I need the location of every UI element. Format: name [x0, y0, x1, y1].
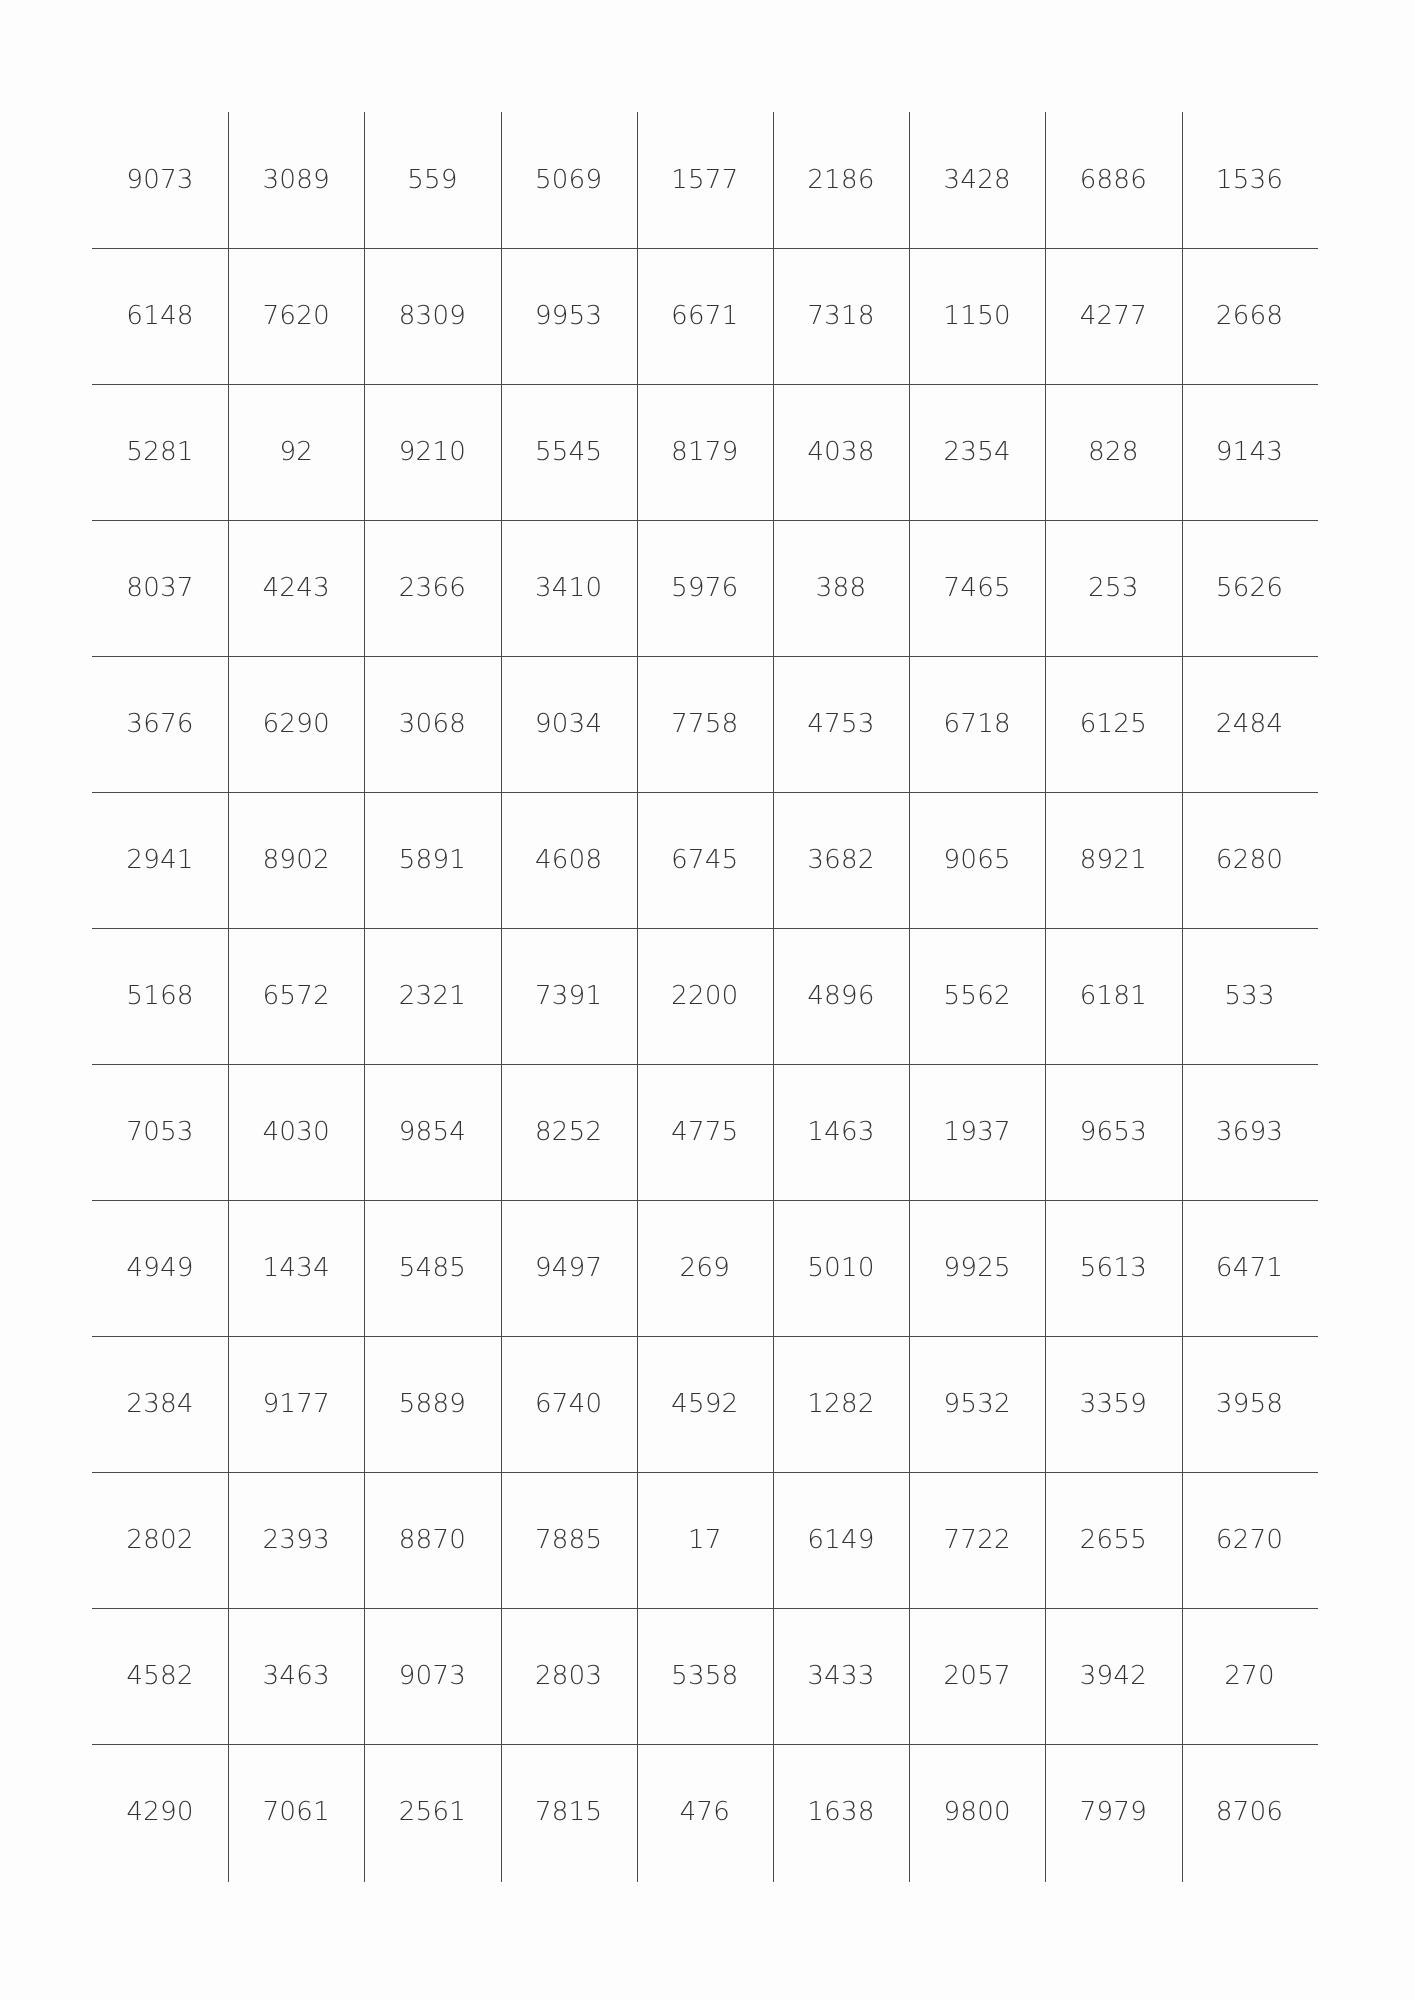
table-cell: 6718 [943, 709, 1011, 739]
table-cell: 5281 [126, 437, 194, 467]
table-cell: 7885 [534, 1525, 603, 1555]
table-cell: 533 [1224, 981, 1275, 1011]
table-cell: 5010 [807, 1253, 875, 1283]
table-cell: 6148 [126, 301, 194, 331]
table-cell: 8252 [534, 1117, 603, 1147]
row-divider [92, 1200, 1318, 1201]
table-cell: 3958 [1215, 1389, 1284, 1419]
table-cell: 4775 [671, 1117, 739, 1147]
table-cell: 2941 [126, 845, 194, 875]
table-cell: 9653 [1079, 1117, 1148, 1147]
table-cell: 1577 [671, 165, 739, 195]
table-cell: 3089 [262, 165, 330, 195]
table-cell: 5891 [398, 845, 467, 875]
number-grid [92, 112, 1318, 1882]
table-cell: 4290 [126, 1797, 194, 1827]
table-cell: 8902 [262, 845, 330, 875]
row-divider [92, 928, 1318, 929]
table-cell: 6740 [534, 1389, 603, 1419]
table-cell: 1282 [807, 1389, 875, 1419]
table-cell: 5485 [398, 1253, 467, 1283]
table-row [92, 1064, 1318, 1200]
column-divider [637, 112, 638, 1882]
row-divider [92, 1608, 1318, 1609]
table-cell: 3068 [398, 709, 467, 739]
table-cell: 2384 [126, 1389, 194, 1419]
table-cell: 2655 [1079, 1525, 1148, 1555]
row-divider [92, 520, 1318, 521]
table-cell: 269 [679, 1253, 731, 1283]
table-row [92, 112, 1318, 248]
table-cell: 4753 [807, 709, 875, 739]
table-row [92, 384, 1318, 520]
column-divider [228, 112, 229, 1882]
table-cell: 5358 [671, 1661, 739, 1691]
row-divider [92, 1064, 1318, 1065]
table-cell: 1434 [262, 1253, 330, 1283]
table-cell: 6572 [262, 981, 330, 1011]
table-cell: 3359 [1079, 1389, 1148, 1419]
table-cell: 4608 [534, 845, 603, 875]
table-cell: 4243 [262, 573, 330, 603]
table-cell: 5976 [671, 573, 739, 603]
table-row [92, 248, 1318, 384]
table-row [92, 1608, 1318, 1744]
table-cell: 3682 [807, 845, 875, 875]
table-cell: 9143 [1215, 437, 1284, 467]
table-cell: 2484 [1215, 709, 1284, 739]
table-cell: 1536 [1215, 165, 1284, 195]
table-cell: 9854 [398, 1117, 467, 1147]
table-cell: 9034 [534, 709, 603, 739]
table-cell: 7465 [943, 573, 1011, 603]
table-cell: 2057 [943, 1661, 1011, 1691]
column-divider [501, 112, 502, 1882]
table-row [92, 792, 1318, 928]
table-cell: 2366 [398, 573, 467, 603]
table-cell: 9073 [126, 165, 194, 195]
column-divider [909, 112, 910, 1882]
table-cell: 253 [1088, 573, 1139, 603]
table-cell: 9800 [943, 1797, 1011, 1827]
table-cell: 3942 [1079, 1661, 1148, 1691]
table-cell: 6671 [671, 301, 739, 331]
table-cell: 3433 [807, 1661, 875, 1691]
table-cell: 7722 [943, 1525, 1011, 1555]
table-cell: 6745 [671, 845, 739, 875]
table-cell: 6149 [807, 1525, 875, 1555]
table-cell: 7061 [262, 1797, 330, 1827]
table-cell: 1463 [807, 1117, 875, 1147]
table-cell: 6471 [1215, 1253, 1284, 1283]
table-cell: 7815 [534, 1797, 603, 1827]
table-cell: 17 [688, 1525, 722, 1555]
table-cell: 270 [1224, 1661, 1275, 1691]
table-cell: 8179 [671, 437, 739, 467]
table-cell: 9065 [943, 845, 1011, 875]
table-cell: 5168 [126, 981, 194, 1011]
table-cell: 9177 [262, 1389, 330, 1419]
row-divider [92, 248, 1318, 249]
table-cell: 9925 [943, 1253, 1011, 1283]
table-cell: 7979 [1079, 1797, 1148, 1827]
table-cell: 7053 [126, 1117, 194, 1147]
row-divider [92, 792, 1318, 793]
table-cell: 2668 [1215, 301, 1284, 331]
table-cell: 5889 [398, 1389, 467, 1419]
table-cell: 92 [279, 437, 314, 467]
table-row [92, 928, 1318, 1064]
table-cell: 4582 [126, 1661, 194, 1691]
table-cell: 2321 [398, 981, 467, 1011]
table-row [92, 1200, 1318, 1336]
table-cell: 7758 [671, 709, 739, 739]
column-divider [364, 112, 365, 1882]
table-cell: 8921 [1079, 845, 1148, 875]
table-cell: 5562 [943, 981, 1011, 1011]
table-cell: 3410 [534, 573, 603, 603]
table-row [92, 656, 1318, 792]
table-cell: 2393 [262, 1525, 330, 1555]
table-row [92, 1744, 1318, 1880]
column-divider [773, 112, 774, 1882]
table-cell: 2802 [126, 1525, 194, 1555]
table-cell: 4038 [807, 437, 875, 467]
table-cell: 9953 [534, 301, 603, 331]
row-divider [92, 384, 1318, 385]
table-cell: 7620 [262, 301, 330, 331]
table-cell: 4277 [1079, 301, 1148, 331]
table-cell: 3428 [943, 165, 1011, 195]
table-cell: 1937 [943, 1117, 1011, 1147]
table-cell: 388 [815, 573, 867, 603]
column-divider [1182, 112, 1183, 1882]
table-cell: 5545 [534, 437, 603, 467]
table-cell: 2354 [943, 437, 1011, 467]
table-cell: 3463 [262, 1661, 330, 1691]
table-cell: 3676 [126, 709, 194, 739]
table-cell: 9073 [398, 1661, 467, 1691]
table-cell: 2561 [398, 1797, 467, 1827]
row-divider [92, 656, 1318, 657]
table-cell: 828 [1088, 437, 1139, 467]
table-row [92, 1336, 1318, 1472]
table-cell: 5069 [534, 165, 603, 195]
table-cell: 4949 [126, 1253, 194, 1283]
table-cell: 8870 [398, 1525, 467, 1555]
table-cell: 5626 [1215, 573, 1284, 603]
table-cell: 4896 [807, 981, 875, 1011]
table-cell: 8037 [126, 573, 194, 603]
table-cell: 559 [407, 165, 458, 195]
table-cell: 2803 [534, 1661, 603, 1691]
table-cell: 6280 [1215, 845, 1284, 875]
table-cell: 8706 [1215, 1797, 1284, 1827]
table-cell: 1150 [943, 301, 1011, 331]
table-cell: 2186 [807, 165, 875, 195]
table-cell: 7318 [807, 301, 875, 331]
table-cell: 5613 [1079, 1253, 1148, 1283]
table-cell: 6290 [262, 709, 330, 739]
table-cell: 4030 [262, 1117, 330, 1147]
table-cell: 6125 [1079, 709, 1148, 739]
table-cell: 9210 [398, 437, 467, 467]
table-cell: 6181 [1079, 981, 1148, 1011]
table-cell: 2200 [671, 981, 739, 1011]
table-cell: 9497 [534, 1253, 603, 1283]
table-cell: 7391 [534, 981, 603, 1011]
row-divider [92, 1472, 1318, 1473]
table-row [92, 520, 1318, 656]
table-cell: 6886 [1079, 165, 1148, 195]
table-cell: 3693 [1215, 1117, 1284, 1147]
table-row [92, 1472, 1318, 1608]
table-cell: 4592 [671, 1389, 739, 1419]
table-cell: 1638 [807, 1797, 875, 1827]
table-cell: 9532 [943, 1389, 1011, 1419]
table-cell: 8309 [398, 301, 467, 331]
table-cell: 476 [679, 1797, 731, 1827]
column-divider [1045, 112, 1046, 1882]
row-divider [92, 1744, 1318, 1745]
row-divider [92, 1336, 1318, 1337]
table-cell: 6270 [1215, 1525, 1284, 1555]
